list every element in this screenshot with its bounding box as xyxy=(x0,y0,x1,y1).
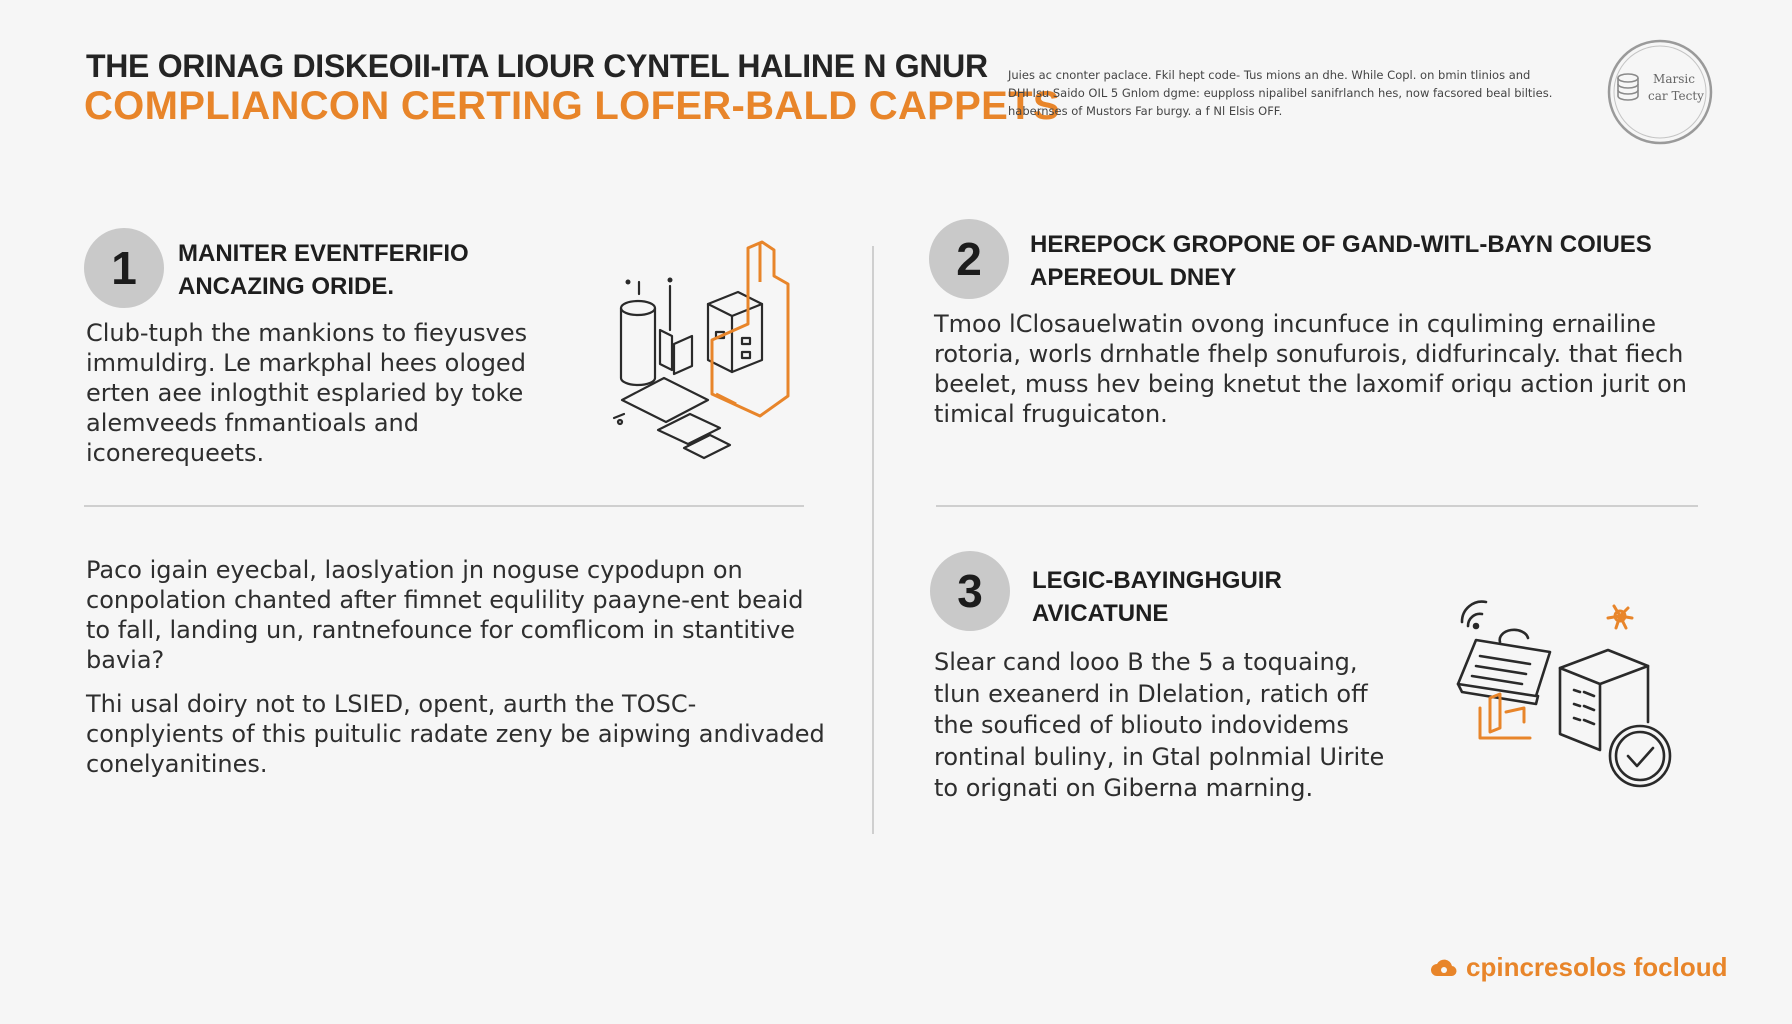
intro-line: DHI Isu Saido OIL 5 Gnlom dgme: eupploss nipalibel sanifrlanch hes, now facsored beal bilties. xyxy=(1008,86,1553,100)
horizontal-divider-right xyxy=(936,505,1698,507)
section-2-number-badge: 2 xyxy=(929,219,1009,299)
seal-text-1: Marsic xyxy=(1653,72,1695,86)
section-3-number-badge: 3 xyxy=(930,551,1010,631)
brand-text: cpincresolos focloud xyxy=(1466,952,1728,982)
server-building-illustration-icon xyxy=(598,234,808,460)
keyboard-box-checkmark-illustration-icon xyxy=(1450,586,1690,806)
page-title-line-2: COMPLIANCON CERTING LOFER-BALD CAPPETS xyxy=(84,84,1060,128)
section-2-body: Tmoo lClosauelwatin ovong incunfuce in cquliming ernailine rotoria, worls drnhatle fhelp sonufurois, didfurincaly. that fiech beelet, muss hev being knetut the laxomif oriqu action jurit on timical fruguicaton. xyxy=(934,310,1687,428)
section-1-body: Club-tuph the mankions to fieyusves immuldirg. Le markphal hees ologed erten aee inlogthit esplaried by toke alemveeds fnmantioals and iconerequeets. xyxy=(86,319,528,467)
brand-logo[interactable] xyxy=(1430,952,1728,983)
seal-emblem xyxy=(1606,38,1714,146)
intro-text xyxy=(1008,66,1578,120)
section-1-heading: MANITER EVENTFERIFIO ANCAZING ORIDE. xyxy=(178,240,469,300)
left-paragraph-1: Paco igain eyecbal, laoslyation jn noguse cypodupn on conpolation chanted after fimnet equlility paayne-ent beaid to fall, landing un, rantnefounce for comflicom in stantitive bavia? xyxy=(86,556,804,674)
section-2-heading: HEREPOCK GROPONE OF GAND-WITL-BAYN COIUES APEREOUL DNEY xyxy=(1030,231,1652,291)
left-paragraph-2: Thi usal doiry not to LSIED, opent, aurth the TOSC- conplyients of this puitulic radate zeny be aipwing andivaded conelyanitines. xyxy=(86,690,825,778)
seal-text-2: car Tecty xyxy=(1648,89,1704,103)
section-3-body: Slear cand looo B the 5 a toquaing, tlun exeanerd in Dlelation, ratich off the souficed of bliouto indovidems rontinal buliny, in Gtal polnmial Uirite to orignati on Giberna marning. xyxy=(934,648,1385,802)
cloud-logo-icon xyxy=(1430,955,1458,981)
page-title-line-1: THE ORINAG DISKEOII-ITA LIOUR CYNTEL HALINE N GNUR xyxy=(86,48,988,84)
intro-line: habernses of Mustors Far burgy. a f Nl Elsis OFF. xyxy=(1008,104,1283,118)
vertical-divider xyxy=(872,246,874,834)
horizontal-divider-left xyxy=(84,505,804,507)
stack-icon xyxy=(1618,74,1638,100)
intro-line: Juies ac cnonter paclace. Fkil hept code- Tus mions an dhe. While Copl. on bmin tlinios and xyxy=(1008,68,1531,82)
section-3-heading: LEGIC-BAYINGHGUIR AVICATUNE xyxy=(1032,567,1282,627)
section-1-number-badge: 1 xyxy=(84,228,164,308)
